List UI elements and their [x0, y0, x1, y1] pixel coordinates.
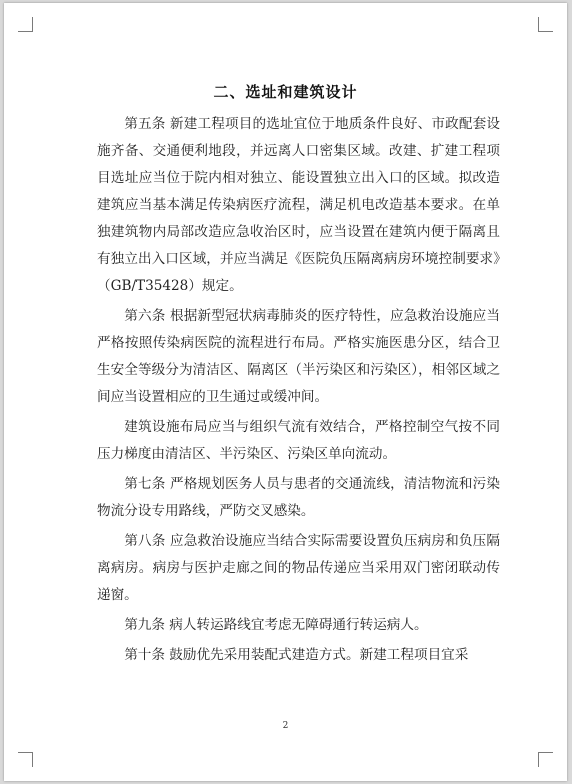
crop-mark-bottom-left [18, 752, 33, 767]
page-number: 2 [282, 721, 289, 731]
paragraph-article-9: 第九条 病人转运路线宜考虑无障碍通行转运病人。 [124, 617, 428, 633]
paragraph-article-6: 第六条 根据新型冠状病毒肺炎的医疗特性，应急救治设施应当严格按照传染病医院的流程进行布局。严格实施医患分区，结合卫生安全等级分为清洁区、隔离区（半污染区和污染区），相邻区域之间应当设置相应的卫生通过或缓冲间。 [97, 308, 500, 405]
crop-mark-top-right [538, 17, 553, 32]
paragraph-article-10: 第十条 鼓励优先采用装配式建造方式。新建工程项目宜采 [124, 647, 469, 663]
paragraph-article-8: 第八条 应急救治设施应当结合实际需要设置负压病房和负压隔离病房。病房与医护走廊之间的物品传递应当采用双门密闭联动传递窗。 [97, 533, 500, 603]
section-heading: 二、选址和建筑设计 [213, 83, 358, 101]
crop-mark-top-left [18, 17, 33, 32]
paragraph-article-5: 第五条 新建工程项目的选址宜位于地质条件良好、市政配套设施齐备、交通便利地段，并远离人口密集区域。改建、扩建工程项目选址应当位于院内相对独立、能设置独立出入口的区域。拟改造建筑应当基本满足传染病医疗流程，满足机电改造基本要求。在单独建筑物内局部改造应急收治区时，应当设置在建筑内便于隔离且有独立出入口区域，并应当满足《医院负压隔离病房环境控制要求》（GB/T35428）规定。 [97, 116, 500, 294]
document-body [97, 111, 500, 672]
paragraph-airflow: 建筑设施布局应当与组织气流有效结合，严格控制空气按不同压力梯度由清洁区、半污染区、污染区单向流动。 [97, 419, 500, 462]
crop-mark-bottom-right [538, 752, 553, 767]
document-page [4, 3, 567, 781]
paragraph-article-7: 第七条 严格规划医务人员与患者的交通流线，清洁物流和污染物流分设专用路线，严防交叉感染。 [97, 476, 500, 519]
